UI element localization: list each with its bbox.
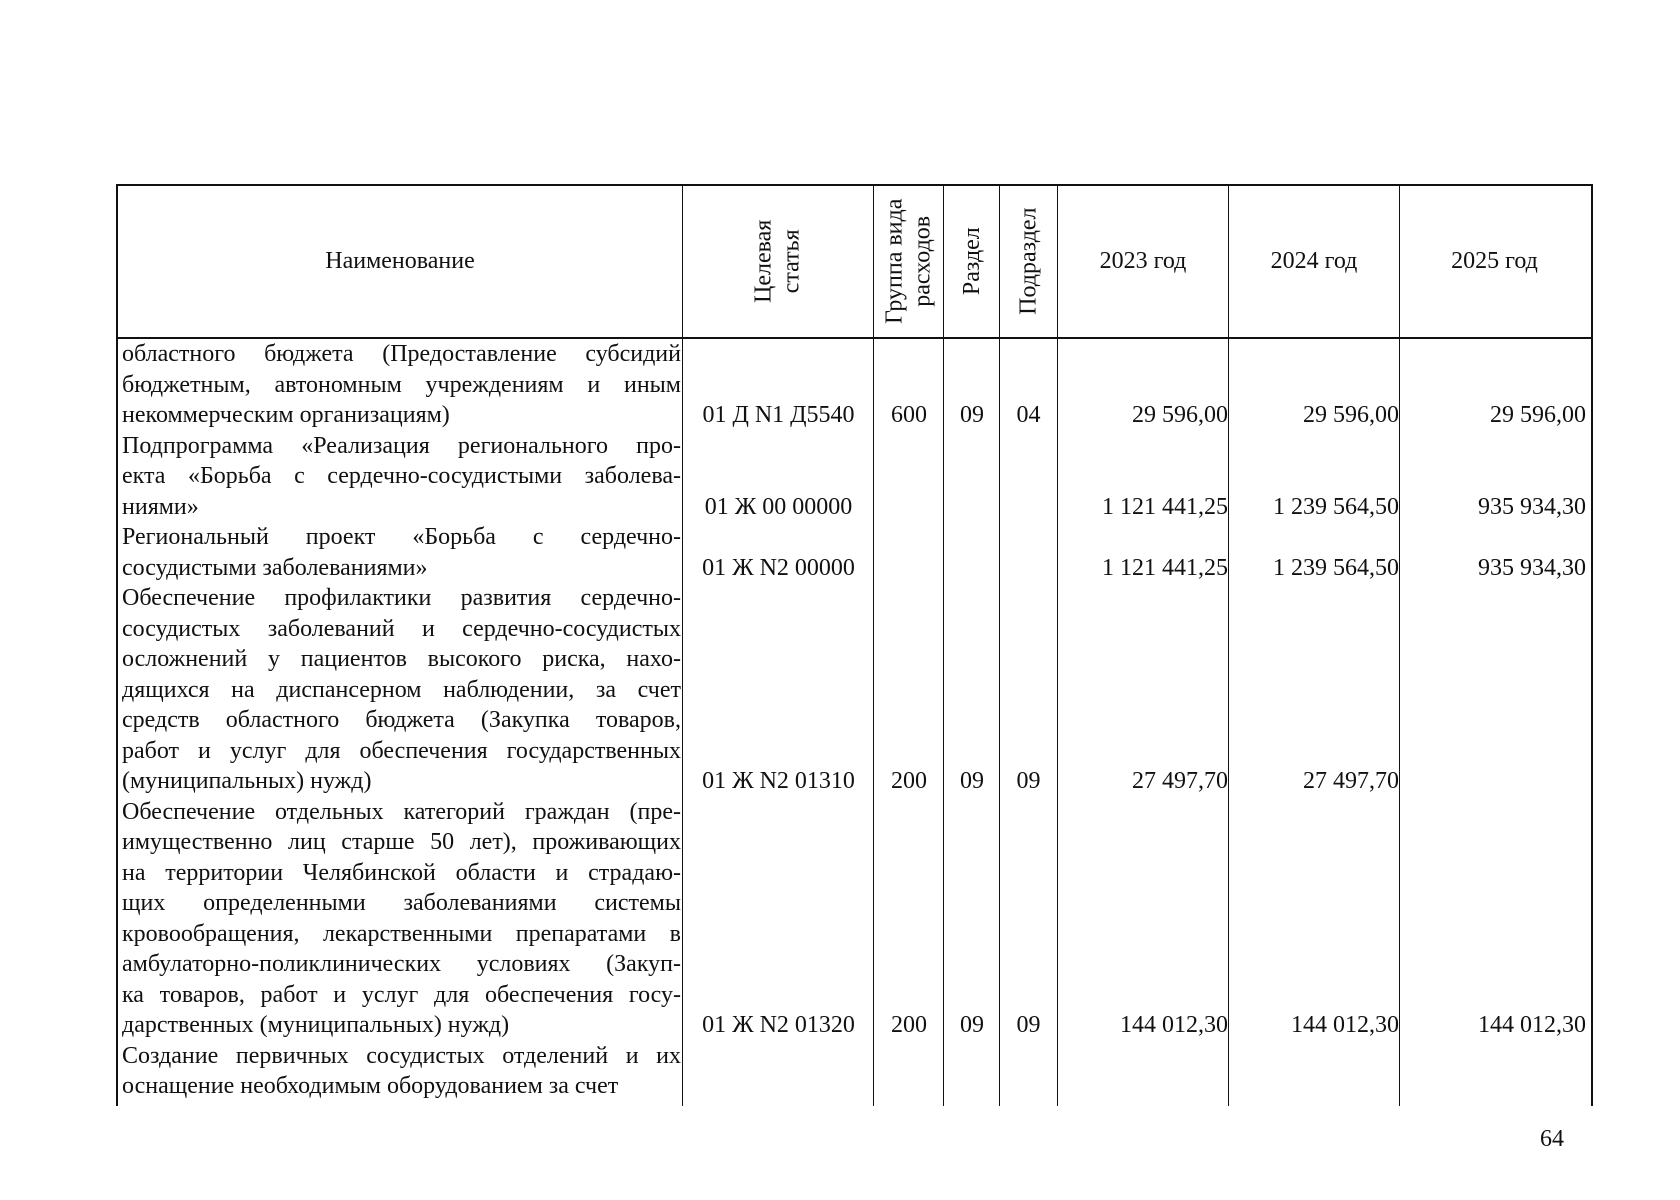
cell-code: 01 Ж N2 01320 [702,1012,855,1038]
cell-y2024: 27 497,70 [1303,768,1399,794]
header-group-text [880,199,937,324]
cell-section: 09 [960,1012,984,1038]
row-name-line: имущественно лиц старше 50 лет), проживающих [122,829,681,855]
row-name-line: осложнений у пациентов высокого риска, нахо- [122,646,681,672]
row-name-line: оснащение необходимым оборудованием за счет [122,1073,619,1099]
header-section [944,186,999,337]
row-name-line: екта «Борьба с сердечно-сосудистыми заболева- [122,463,681,489]
cell-subsection: 09 [1016,1012,1041,1038]
row-name-line: Обеспечение профилактики развития сердечно- [122,585,681,611]
row-name-line: бюджетным, автономным учреждениям и иным [122,371,681,398]
cell-group: 200 [891,1012,927,1038]
header-2023-text: 2023 год [1099,248,1187,275]
row-name [122,797,681,1041]
row-name-line: ка товаров, работ и услуг для обеспечения госу- [122,981,681,1008]
header-group-line: Группа вида [881,198,908,325]
header-target-line: статья [778,229,805,294]
header-2024-text: 2024 год [1270,248,1358,275]
cell-subsection: 04 [1016,402,1041,428]
cell-code: 01 Ж N2 01310 [702,768,855,794]
header-subsection-text: Подраздел [1015,207,1042,316]
row-name [122,1041,681,1102]
row-name-line: дящихся на диспансерном наблюдении, за счет [122,676,681,703]
row-name-line: Региональный проект «Борьба с сердечно- [122,524,681,550]
header-subsection [1000,186,1057,337]
cell-group: 200 [891,768,927,794]
cell-y2023: 27 497,70 [1132,768,1228,794]
row-name-line: (муниципальных) нужд) [122,768,372,794]
row-name-line: сосудистых заболеваний и сердечно-сосудистых [122,615,681,642]
row-name-line: средств областного бюджета (Закупка товаров, [122,707,681,733]
header-target-line: Целевая [750,219,777,304]
row-name [122,522,681,583]
cell-y2023: 1 121 441,25 [1102,493,1228,520]
header-name [118,186,682,337]
header-2024 [1229,186,1399,337]
cell-group: 600 [891,402,927,428]
header-section-text: Раздел [958,227,985,296]
cell-code: 01 Ж 00 00000 [704,493,853,520]
row-name-line: областного бюджета (Предоставление субсидий [122,341,681,367]
row-name-line: кровообращения, лекарственными препаратами в [122,920,681,947]
row-name-line: щих определенными заболеваниями системы [122,890,681,916]
row-name-line: ниями» [122,493,199,520]
cell-y2024: 1 239 564,50 [1273,554,1399,581]
row-name-line: амбулаторно-поликлинических условиях (Закуп- [122,951,681,977]
cell-section: 09 [960,768,984,794]
row-name [122,339,681,431]
row-name-line: некоммерческим организациям) [122,402,450,428]
row-name-line: на территории Челябинской области и страдаю- [122,859,681,886]
row-name-line: Подпрограмма «Реализация регионального про- [122,432,681,459]
header-group [874,186,943,337]
cell-y2023: 1 121 441,25 [1102,554,1228,581]
row-name-line: работ и услуг для обеспечения государственных [122,737,681,764]
header-target [683,186,873,337]
cell-y2024: 29 596,00 [1303,402,1399,428]
row-name-line: Обеспечение отдельных категорий граждан (пре- [122,798,681,825]
cell-y2023: 144 012,30 [1120,1012,1228,1038]
cell-y2024: 1 239 564,50 [1273,493,1399,520]
cell-y2023: 29 596,00 [1132,402,1228,428]
cell-y2024: 144 012,30 [1291,1012,1399,1038]
header-group-line: расходов [909,216,936,307]
row-name [122,431,681,523]
header-target-text [750,220,807,303]
row-name-line: дарственных (муниципальных) нужд) [122,1012,510,1038]
cell-code: 01 Ж N2 00000 [702,554,855,581]
header-2025-text: 2025 год [1451,248,1538,275]
cell-section: 09 [960,402,984,428]
cell-subsection: 09 [1016,768,1041,794]
header-2023 [1058,186,1228,337]
budget-table [116,184,1593,1106]
header-name-text: Наименование [325,248,475,275]
cell-y2025: 144 012,30 [1478,1012,1586,1038]
cell-y2025: 29 596,00 [1490,402,1586,428]
cell-code: 01 Д N1 Д5540 [702,402,855,428]
row-name-line: сосудистыми заболеваниями» [122,554,428,581]
row-name-line: Создание первичных сосудистых отделений и их [122,1042,681,1069]
cell-y2025: 935 934,30 [1478,554,1586,581]
cell-y2025: 935 934,30 [1478,493,1586,520]
header-2025 [1400,186,1589,337]
page-number: 64 [1540,1126,1564,1152]
row-name [122,583,681,797]
